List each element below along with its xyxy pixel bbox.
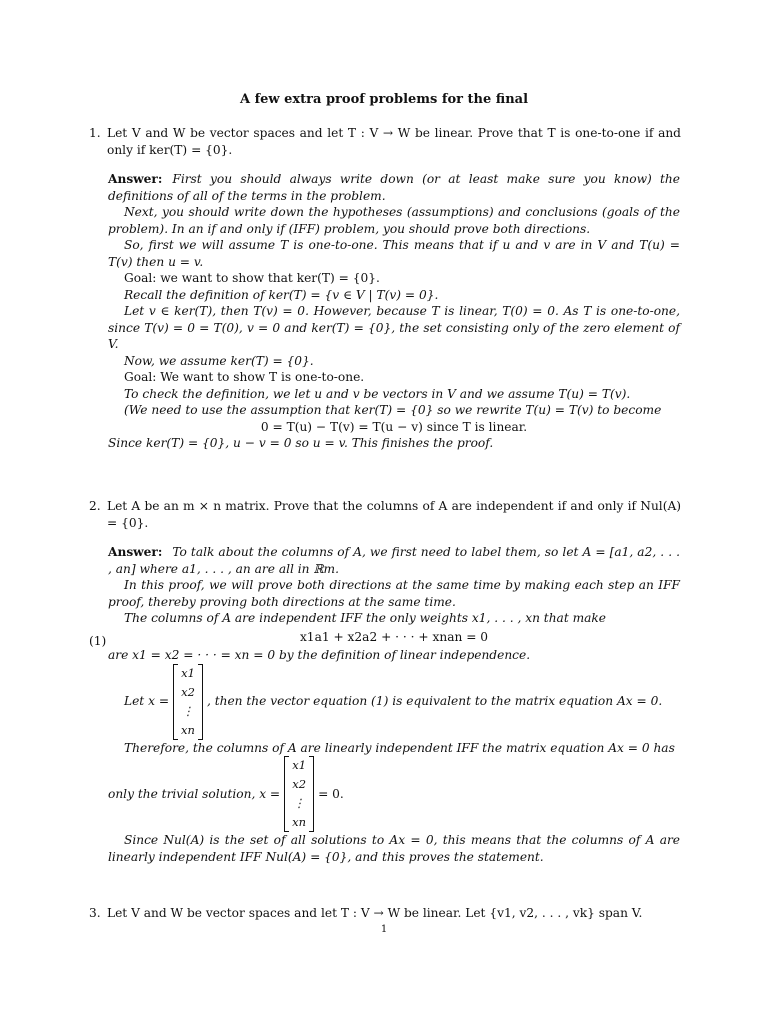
vector-entry: x2 [292,777,307,791]
problem-2 [89,498,681,531]
p2-vector-row-1 [108,664,680,740]
vector-entry: ⋮ [293,796,305,810]
answer-label: Answer: [108,545,163,559]
problem-2-number: 2. [89,499,101,513]
p2-line-6: , then the vector equation (1) is equivalent to the matrix equation Ax = 0. [206,694,663,709]
vector-entry: xn [181,722,195,737]
problem-2-answer [108,544,680,865]
vector-entry: x1 [181,665,195,680]
p2-equation-1: x1a1 + x2a2 + · · · + xnan = 0 [299,629,489,644]
p1-line-11: Since ker(T) = {0}, u − v = 0 so u = v. This finishes the proof. [108,436,494,450]
p1-line-2: So, first we will assume T is one-to-one. This means that if u and v are in V and T(u) = T(v) then u = v. [108,238,680,269]
answer-label: Answer: [108,172,163,186]
page-number: 1 [380,924,388,935]
p1-line-0: First you should always write down (or at least make sure you know) the definitions of all of the terms in the problem. [108,172,680,203]
p1-line-7: Goal: We want to show T is one-to-one. [124,370,365,384]
p2-line-0: To talk about the columns of A, we first need to label them, so let A = [a1, a2, . . . , an] where a1, . . . , an are all in ℝm. [108,545,680,576]
page-title: A few extra proof problems for the final [239,92,529,107]
p1-line-6: Now, we assume ker(T) = {0}. [124,353,314,368]
p1-line-9: (We need to use the assumption that ker(T) = {0} so we rewrite T(u) = T(v) to become [124,403,662,417]
vector-entry: x2 [181,684,195,699]
problem-1-statement: Let V and W be vector spaces and let T : V → W be linear. Prove that T is one-to-one if and only if ker(T) = {0}. [107,126,681,157]
equation-number: (1) [89,634,107,648]
vector-entry: xn [292,815,307,829]
p1-line-4: Recall the definition of ker(T) = {v ∈ V | T(v) = 0}. [124,287,439,302]
problem-3-number: 3. [89,906,101,920]
p1-line-1: Next, you should write down the hypotheses (assumptions) and conclusions (goals of the problem). In an if and only if (IFF) problem, you should prove both directions. [108,205,680,236]
problem-1 [89,125,681,158]
p2-line-5: Let x = [124,694,170,709]
p1-line-5: Let v ∈ ker(T), then T(v) = 0. However, because T is linear, T(0) = 0. As T is one-to-one, since T(v) = 0 = T(0), v = 0 and ker(T) = {0}, the set consisting only of the zero element of V. [108,304,680,351]
p2-line-4: are x1 = x2 = · · · = xn = 0 by the definition of linear independence. [108,648,531,662]
column-vector-x [173,664,203,740]
p2-line-8: only the trivial solution, x = [108,786,281,801]
p2-line-7: Therefore, the columns of A are linearly independent IFF the matrix equation Ax = 0 has [124,740,675,755]
problem-3 [89,905,681,922]
p2-vector-row-2 [108,756,680,832]
p2-line-2: The columns of A are independent IFF the only weights x1, . . . , xn that make [124,611,607,625]
p2-line-10: Since Nul(A) is the set of all solutions to Ax = 0, this means that the columns of A are linearly independent IFF Nul(A) = {0}, and this proves the statement. [108,833,680,864]
p1-display-equation: 0 = T(u) − T(v) = T(u − v) since T is linear. [260,419,528,434]
vector-entry: x1 [292,758,307,772]
problem-1-answer [108,171,680,452]
p2-line-9: = 0. [318,786,344,801]
p2-line-1: In this proof, we will prove both directions at the same time by making each step an IFF proof, thereby proving both directions at the same time. [108,578,680,609]
p1-line-3: Goal: we want to show that ker(T) = {0}. [124,271,380,285]
problem-1-number: 1. [89,126,101,140]
problem-3-statement: Let V and W be vector spaces and let T : V → W be linear. Let {v1, v2, . . . , vk} span V. [107,906,643,920]
problem-2-statement: Let A be an m × n matrix. Prove that the columns of A are independent if and only if Nul(A) = {0}. [107,499,681,530]
p1-line-8: To check the definition, we let u and v be vectors in V and we assume T(u) = T(v). [124,386,631,401]
column-vector-x-trivial [284,756,314,832]
vector-entry: ⋮ [182,703,194,718]
